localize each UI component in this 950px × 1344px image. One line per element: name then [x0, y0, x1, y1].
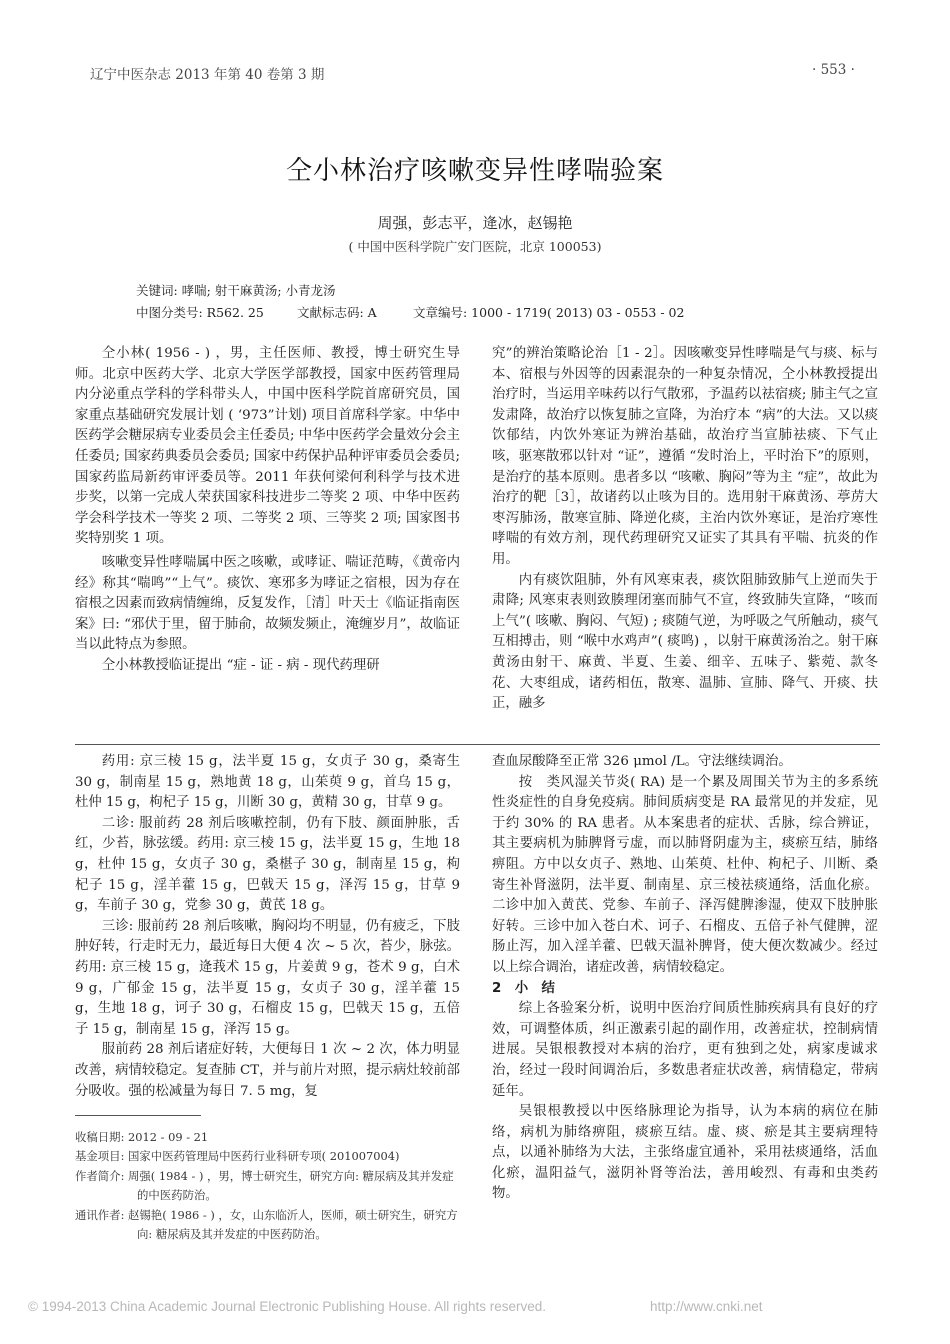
section-heading: 2 小 结	[492, 980, 555, 996]
article-title: 仝小林治疗咳嗽变异性哮喘验案	[285, 156, 664, 186]
article-number: 文章编号: 1000 - 1719( 2013) 03 - 0553 - 02	[413, 305, 685, 320]
keywords: 关键词: 哮喘; 射干麻黄汤; 小青龙汤	[136, 283, 336, 298]
page-number: · 553 ·	[812, 62, 855, 78]
document-code: 文献标志码: A	[297, 305, 377, 320]
body-paragraph: 查血尿酸降至正常 326 μmol /L。守法继续调治。	[492, 754, 792, 769]
body-paragraph: 究”的辨治策略论治［1 - 2］。因咳嗽变异性哮喘是气与痰、标与本、宿根与外因等的因素混杂的一种复杂情况，仝小林教授提出治疗时，当运用辛味药以行气散邪，予温药以祛宿痰; 肺主气之宣发肃降，故治疗以恢复肺之宣降，为治疗本 “病”的大法。又以痰饮郁结，内饮外寒证为辨治基础，故治疗当宣肺祛痰、下气止咳，驱寒散邪以针对 “证”，遵循 “发时治上，平时治下”的原则，是治疗的基本原则。患者多以 “咳嗽、胸闷”等为主 “症”，故此为治疗的靶［3］，故诸药以止咳为目的。选用射干麻黄汤、葶苈大枣泻肺汤，散寒宣肺、降逆化痰，主治内饮外寒证，是治疗寒性哮喘的有效方剂，现代药理研究又证实了其具有平喘、抗炎的作用。	[492, 346, 878, 567]
body-paragraph: 仝小林教授临证提出 “症 - 证 - 病 - 现代药理研	[101, 657, 380, 673]
fund-project: 基金项目: 国家中医药管理局中医药行业科研专项( 201007004)	[75, 1149, 400, 1164]
cnki-url: http://www.cnki.net	[650, 1299, 763, 1314]
commentary-paragraph: 按 类风湿关节炎( RA) 是一个累及周围关节为主的多系统性炎症性的自身免疫病。肺间质病变是 RA 最常见的并发症，见于约 30% 的 RA 患者。从本案患者的症状、舌脉，综合辨证，其主要病机为肺脾肾亏虚，而以肺肾阴虚为主，痰瘀互结，肺络痹阻。方中以女贞子、熟地、山茱萸、杜仲、枸杞子、川断、桑寄生补肾滋阴，法半夏、制南星、京三棱祛痰通络，活血化瘀。二诊中加入黄芪、党参、车前子、泽泻健脾渗湿，使双下肢肿胀好转。三诊中加入苍白术、诃子、石榴皮、五倍子补气健脾，涩肠止泻，加入淫羊藿、巴戟天温补脾肾，使大便次数减少。经过以上综合调治，诸症改善，病情较稳定。	[492, 774, 878, 975]
prescription-paragraph: 药用: 京三棱 15 g，法半夏 15 g，女贞子 30 g，桑寄生 30 g，制南星 15 g，熟地黄 18 g，山茱萸 9 g，首乌 15 g，杜仲 15 g，枸杞子 15 g，川断 30 g，黄精 30 g，甘草 9 g。	[75, 754, 460, 811]
author-introduction: 作者简介: 周强( 1984 - ) ，男，博士研究生，研究方向: 糖尿病及其并发症的中医药防治。	[75, 1168, 454, 1203]
followup-paragraph: 服前药 28 剂后诸症好转，大便每日 1 次 ~ 2 次，体力明显改善，病情较稳定。复查肺 CT，并与前片对照，提示病灶较前部分吸收。强的松减量为每日 7. 5 mg，复	[75, 1042, 460, 1099]
bottom-right-column	[492, 752, 878, 1205]
summary-paragraph: 综上各验案分析，说明中医治疗间质性肺疾病具有良好的疗效，可调整体质，纠正激素引起的副作用，改善症状，控制病情进展。吴银根教授对本病的治疗，更有独到之处，病家虔诚求治，经过一段时间调治后，多数患者症状改善，病情稳定，带病延年。	[492, 1001, 878, 1099]
third-visit-paragraph: 三诊: 服前药 28 剂后咳嗽，胸闷均不明显，仍有疲乏，下肢肿好转，行走时无力，最近每日大便 4 次 ~ 5 次，苔少，脉弦。药用: 京三棱 15 g，逄莪术 15 g，片姜黄 9 g，苍术 9 g，白术 9 g，广郁金 15 g，法半夏 15 g，女贞子 30 g，淫羊藿 15 g，生地 18 g，诃子 30 g，石榴皮 15 g，巴戟天 15 g，五倍子 15 g，制南星 15 g，泽泻 15 g。	[75, 918, 460, 1037]
author-affiliation: ( 中国中医科学院广安门医院，北京 100053)	[348, 239, 602, 254]
body-paragraph: 内有痰饮阻肺，外有风寒束表，痰饮阻肺致肺气上逆而失于肃降; 风寒束表则致腠理闭塞而肺气不宣，终致肺失宣降，“咳而上气”( 咳嗽、胸闷、气短) ; 痰随气逆，为呼吸之气所触动，痰气互相搏击，则 “喉中水鸡声”( 痰鸣) ，以射干麻黄汤治之。射干麻黄汤由射干、麻黄、半夏、生姜、细辛、五味子、紫菀、款冬花、大枣组成，诸药相伍，散寒、温肺、宣肺、降气、开痰、扶正，融多	[492, 572, 878, 712]
body-paragraph: 咳嗽变异性哮喘属中医之咳嗽，或哮证、喘证范畴，《黄帝内经》称其“喘鸣”“上气”。痰饮、寒邪多为哮证之宿根，因为存在宿根之因素而致病情缠绵，反复发作，［清］叶天士《临证指南医案》曰: “邪伏于里，留于肺俞，故频发频止，淹缠岁月”，故临证当以此特点为参照。	[75, 554, 460, 653]
second-visit-paragraph: 二诊: 服前药 28 剂后咳嗽控制，仍有下肢、颜面肿胀，舌红，少苔，脉弦缓。药用: 京三棱 15 g，法半夏 15 g，生地 18 g，杜仲 15 g，女贞子 30 g，桑椹子 30 g，制南星 15 g，枸杞子 15 g，淫羊藿 15 g，巴戟天 15 g，泽泻 15 g，甘草 9 g，车前子 30 g，党参 30 g，黄芪 18 g。	[75, 815, 460, 914]
received-date: 收稿日期: 2012 - 09 - 21	[75, 1130, 209, 1144]
author-bio-paragraph: 仝小林( 1956 - ) ，男，主任医师、教授，博士研究生导师。北京中医药大学、北京大学医学部教授，国家中医药管理局内分泌重点学科的学科带头人，中国中医科学院首席研究员，国家重点基础研究发展计划 ( ‘973”计划) 项目首席科学家。中华中医药学会糖尿病专业委员会主任委员; 中华中医药学会量效分会主任委员; 国家药典委员会委员; 国家中药保护品种评审委员会委员; 国家药监局新药审评委员等。2011 年获何梁何利科学与技术进步奖，以第一完成人荣获国家科技进步二等奖 2 项、中华中医药学会科学技术一等奖 2 项、二等奖 2 项、三等奖 2 项; 国家图书奖特别奖 1 项。	[75, 346, 460, 547]
corresponding-author: 通讯作者: 赵锡艳( 1986 - ) ，女，山东临沂人，医师，硕士研究生，研究方向: 糖尿病及其并发症的中医药防治。	[75, 1207, 458, 1242]
journal-running-head: 辽宁中医杂志 2013 年第 40 卷第 3 期	[90, 67, 325, 83]
summary-paragraph: 吴银根教授以中医络脉理论为指导，认为本病的病位在肺络，病机为肺络痹阻，痰瘀互结。虚、痰、瘀是其主要病理特点，以通补肺络为大法，主张络虚宜通补，采用祛痰通络，活血化瘀，温阳益气，滋阴补肾等治法，善用峻烈、有毒和虫类药物。	[492, 1104, 878, 1202]
top-left-column	[75, 344, 460, 677]
copyright-notice: © 1994-2013 China Academic Journal Electronic Publishing House. All rights reserved.	[28, 1299, 546, 1314]
footnote-rule	[75, 1115, 201, 1116]
section-divider	[75, 744, 880, 745]
top-right-column	[492, 344, 878, 715]
bottom-left-column	[75, 752, 460, 1102]
author-list: 周强，彭志平，逄冰，赵锡艳	[377, 214, 573, 232]
footnotes	[75, 1128, 465, 1244]
classification-number: 中图分类号: R562. 25	[136, 305, 264, 320]
